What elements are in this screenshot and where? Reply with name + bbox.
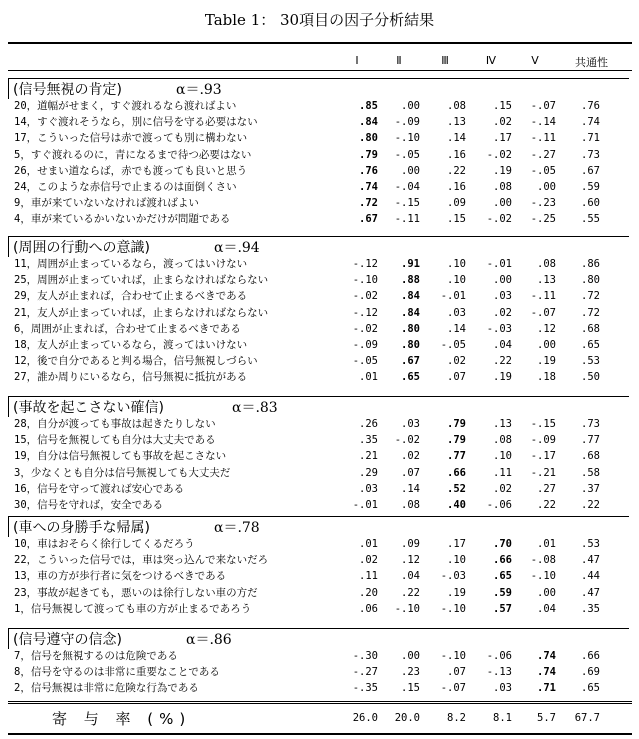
column-header: Ⅴ — [531, 54, 539, 67]
item-text: 14，すぐ渡れそうなら，別に信号を守る必要はない — [14, 116, 258, 129]
loading-value: .10 — [447, 554, 466, 567]
loading-value: .02 — [447, 355, 466, 368]
table-row — [0, 272, 639, 288]
loading-value: -.04 — [394, 181, 420, 193]
loading-value: .80 — [401, 339, 420, 351]
loading-value: .21 — [359, 450, 378, 463]
loading-value: .02 — [359, 554, 378, 567]
communality-value: .72 — [581, 306, 600, 319]
table-row — [0, 369, 639, 385]
column-header: Ⅲ — [441, 54, 449, 67]
communality-value: .58 — [581, 466, 600, 479]
loading-value: .08 — [493, 434, 512, 447]
item-text: 5，すぐ渡れるのに，青になるまで待つ必要はない — [14, 148, 252, 161]
loading-value: .00 — [401, 650, 420, 662]
loading-value: -.21 — [530, 466, 556, 479]
contribution-value: 8.2 — [447, 712, 466, 724]
loading-value: .00 — [401, 164, 420, 177]
loading-value: .22 — [447, 164, 466, 177]
loading-value: .65 — [493, 570, 512, 583]
loading-value: .22 — [401, 586, 420, 599]
table-row — [0, 130, 639, 146]
loading-value: .72 — [359, 197, 378, 210]
communality-value: .73 — [581, 148, 600, 161]
loading-value: .12 — [537, 322, 556, 335]
loading-value: -.02 — [352, 322, 378, 335]
loading-value: .66 — [493, 554, 512, 567]
loading-value: .59 — [493, 586, 512, 599]
loading-value: .08 — [447, 100, 466, 112]
table-row — [0, 601, 639, 617]
item-text: 24，このような赤信号で止まるのは面倒くさい — [14, 181, 237, 193]
loading-value: .04 — [493, 339, 512, 351]
loading-value: .03 — [401, 418, 420, 430]
loading-value: .13 — [493, 418, 512, 430]
loading-value: .15 — [493, 100, 512, 112]
loading-value: .14 — [447, 322, 466, 335]
loading-value: .13 — [537, 274, 556, 287]
loading-value: .00 — [537, 339, 556, 351]
item-text: 28，自分が渡っても事故は起きたりしない — [14, 418, 216, 430]
item-text: 11，周囲が止まっているなら，渡ってはいけない — [14, 258, 248, 270]
loading-value: -.08 — [530, 554, 556, 567]
loading-value: -.27 — [352, 666, 378, 679]
loading-value: .00 — [493, 274, 512, 287]
loading-value: -.03 — [486, 322, 512, 335]
loading-value: .79 — [447, 418, 466, 430]
loading-value: -.30 — [352, 650, 378, 662]
table-row — [0, 179, 639, 195]
factor-title: (周囲の行動への意識) — [13, 240, 150, 256]
item-text: 2，信号無視は非常に危険な行為である — [14, 682, 199, 695]
loading-value: .01 — [359, 371, 378, 384]
loading-value: .07 — [447, 666, 466, 679]
loading-value: .22 — [537, 499, 556, 511]
cronbach-alpha: α＝.94 — [214, 240, 260, 256]
table-caption: Table 1： 30項目の因子分析結果 — [204, 11, 435, 29]
loading-value: -.09 — [530, 434, 556, 447]
loading-value: .74 — [537, 650, 556, 662]
loading-value: .17 — [493, 132, 512, 145]
loading-value: -.14 — [530, 116, 556, 129]
item-text: 6，周囲が止まれば，合わせて止まるべきである — [14, 322, 241, 335]
factor-title: (事故を起こさない確信) — [13, 400, 164, 416]
communality-value: .53 — [581, 538, 600, 550]
loading-value: .15 — [401, 682, 420, 695]
loading-value: .02 — [493, 306, 512, 319]
loading-value: .19 — [493, 164, 512, 177]
loading-value: .79 — [447, 434, 466, 447]
communality-value: .44 — [581, 570, 600, 583]
loading-value: .80 — [359, 132, 378, 145]
item-text: 12，後で自分であると判る場合，信号無視しづらい — [14, 355, 258, 368]
loading-value: .85 — [359, 100, 378, 112]
loading-value: .74 — [359, 181, 378, 193]
communality-value: .60 — [581, 197, 600, 210]
loading-value: -.06 — [486, 650, 512, 662]
loading-value: .09 — [401, 538, 420, 550]
communality-value: .67 — [581, 164, 600, 177]
cronbach-alpha: α＝.78 — [214, 520, 260, 536]
table-row — [0, 195, 639, 211]
table-row — [0, 552, 639, 568]
loading-value: .11 — [359, 570, 378, 583]
loading-value: .19 — [537, 355, 556, 368]
loading-value: -.05 — [530, 164, 556, 177]
loading-value: .12 — [401, 554, 420, 567]
table-row — [0, 353, 639, 369]
communality-value: .80 — [581, 274, 600, 287]
factor-title: (信号無視の肯定) — [13, 82, 122, 98]
loading-value: .71 — [537, 682, 556, 695]
loading-value: .19 — [447, 586, 466, 599]
table-row — [0, 648, 639, 664]
column-header: Ⅳ — [485, 54, 497, 67]
loading-value: .23 — [401, 666, 420, 679]
loading-value: -.01 — [352, 499, 378, 511]
item-text: 25，周囲が止まっていれば，止まらなければならない — [14, 274, 269, 287]
loading-value: .52 — [447, 482, 466, 495]
loading-value: -.11 — [530, 132, 556, 145]
loading-value: -.15 — [530, 418, 556, 430]
loading-value: .07 — [401, 466, 420, 479]
communality-value: .69 — [581, 666, 600, 679]
item-text: 22，こういった信号では，車は突っ込んで来ないだろ — [14, 554, 269, 567]
loading-value: .19 — [493, 371, 512, 384]
communality-value: .65 — [581, 682, 600, 695]
loading-value: -.10 — [394, 602, 420, 615]
loading-value: .03 — [447, 306, 466, 319]
loading-value: .00 — [537, 586, 556, 599]
item-text: 10，車はおそらく徐行してくるだろう — [14, 538, 195, 550]
table-row — [0, 337, 639, 353]
communality-value: .71 — [581, 132, 600, 145]
contribution-value: 67.7 — [574, 712, 600, 724]
loading-value: -.02 — [352, 290, 378, 303]
item-text: 7，信号を無視するのは危険である — [14, 650, 178, 662]
table-row — [0, 448, 639, 464]
loading-value: .67 — [401, 355, 420, 368]
loading-value: .76 — [359, 164, 378, 177]
loading-value: .08 — [537, 258, 556, 270]
loading-value: -.12 — [352, 258, 378, 270]
item-text: 4，車が来ているかいないかだけが問題である — [14, 213, 231, 226]
communality-value: .22 — [581, 499, 600, 511]
loading-value: -.05 — [352, 355, 378, 368]
loading-value: .84 — [359, 116, 378, 129]
item-text: 18，友人が止まっているなら，渡ってはいけない — [14, 339, 248, 351]
loading-value: .84 — [401, 290, 420, 303]
loading-value: -.17 — [530, 450, 556, 463]
contribution-rate-label: 寄 与 率 (%) — [52, 710, 192, 728]
loading-value: .14 — [401, 482, 420, 495]
loading-value: -.06 — [486, 499, 512, 511]
communality-value: .59 — [581, 181, 600, 193]
item-text: 17，こういった信号は赤で渡っても別に構わない — [14, 132, 248, 145]
loading-value: .09 — [447, 197, 466, 210]
table-row — [0, 256, 639, 272]
loading-value: -.15 — [394, 197, 420, 210]
loading-value: .84 — [401, 306, 420, 319]
cronbach-alpha: α＝.86 — [186, 632, 232, 648]
bottom-rule — [8, 733, 632, 735]
item-text: 8，信号を守るのは非常に重要なことである — [14, 666, 220, 679]
loading-value: -.23 — [530, 197, 556, 210]
loading-value: .11 — [493, 466, 512, 479]
item-text: 19，自分は信号無視しても事故を起こさない — [14, 450, 227, 463]
loading-value: -.09 — [394, 116, 420, 129]
loading-value: -.05 — [440, 339, 466, 351]
table-row — [0, 211, 639, 227]
loading-value: .10 — [447, 258, 466, 270]
loading-value: -.10 — [440, 602, 466, 615]
loading-value: .14 — [447, 132, 466, 145]
top-rule — [8, 42, 632, 44]
loading-value: .74 — [537, 666, 556, 679]
loading-value: .91 — [401, 258, 420, 270]
contribution-value: 5.7 — [537, 712, 556, 724]
loading-value: .35 — [359, 434, 378, 447]
loading-value: .67 — [359, 213, 378, 226]
table-row — [0, 497, 639, 513]
loading-value: -.05 — [394, 148, 420, 161]
loading-value: -.12 — [352, 306, 378, 319]
loading-value: .08 — [493, 181, 512, 193]
loading-value: -.10 — [440, 650, 466, 662]
communality-value: .72 — [581, 290, 600, 303]
communality-value: .37 — [581, 482, 600, 495]
item-text: 30，信号を守れば，安全である — [14, 499, 164, 511]
loading-value: .03 — [359, 482, 378, 495]
table-row — [0, 288, 639, 304]
loading-value: -.10 — [352, 274, 378, 287]
item-text: 23，事故が起きても，悪いのは徐行しない車の方だ — [14, 586, 258, 599]
loading-value: .79 — [359, 148, 378, 161]
loading-value: .07 — [447, 371, 466, 384]
loading-value: .10 — [447, 274, 466, 287]
loading-value: .15 — [447, 213, 466, 226]
loading-value: -.10 — [530, 570, 556, 583]
loading-value: -.13 — [486, 666, 512, 679]
loading-value: -.03 — [440, 570, 466, 583]
communality-value: .73 — [581, 418, 600, 430]
loading-value: .66 — [447, 466, 466, 479]
loading-value: .03 — [493, 682, 512, 695]
communality-value: .65 — [581, 339, 600, 351]
loading-value: -.02 — [486, 148, 512, 161]
loading-value: .04 — [401, 570, 420, 583]
item-text: 1，信号無視して渡っても車の方が止まるであろう — [14, 602, 252, 615]
column-header: 共通性 — [575, 56, 608, 69]
loading-value: .02 — [493, 482, 512, 495]
loading-value: .10 — [493, 450, 512, 463]
loading-value: .01 — [537, 538, 556, 550]
communality-value: .74 — [581, 116, 600, 129]
loading-value: .16 — [447, 148, 466, 161]
contribution-value: 26.0 — [352, 712, 378, 724]
loading-value: .70 — [493, 538, 512, 550]
communality-value: .66 — [581, 650, 600, 662]
table-row — [0, 680, 639, 696]
loading-value: .06 — [359, 602, 378, 615]
loading-value: .02 — [493, 116, 512, 129]
cronbach-alpha: α＝.83 — [232, 400, 278, 416]
loading-value: -.01 — [486, 258, 512, 270]
loading-value: .65 — [401, 371, 420, 384]
item-text: 27，誰か周りにいるなら，信号無視に抵抗がある — [14, 371, 248, 384]
item-text: 9，車が来ていないなければ渡ればよい — [14, 197, 199, 210]
item-text: 21，友人が止まっていれば，止まらなければならない — [14, 306, 269, 319]
loading-value: -.01 — [440, 290, 466, 303]
contribution-value: 8.1 — [493, 712, 512, 724]
communality-value: .53 — [581, 355, 600, 368]
loading-value: .27 — [537, 482, 556, 495]
communality-value: .50 — [581, 371, 600, 384]
table-row — [0, 568, 639, 584]
loading-value: .77 — [447, 450, 466, 463]
communality-value: .77 — [581, 434, 600, 447]
loading-value: .17 — [447, 538, 466, 550]
header-rule — [8, 70, 632, 71]
loading-value: -.35 — [352, 682, 378, 695]
table-row — [0, 465, 639, 481]
loading-value: .08 — [401, 499, 420, 511]
communality-value: .68 — [581, 322, 600, 335]
loading-value: -.02 — [486, 213, 512, 226]
table-row — [0, 114, 639, 130]
table-row — [0, 305, 639, 321]
item-text: 26，せまい道ならば，赤でも渡っても良いと思う — [14, 164, 248, 177]
table-row — [0, 416, 639, 432]
loading-value: -.25 — [530, 213, 556, 226]
item-text: 15，信号を無視しても自分は大丈夫である — [14, 434, 216, 447]
loading-value: .00 — [537, 181, 556, 193]
loading-value: -.27 — [530, 148, 556, 161]
loading-value: .20 — [359, 586, 378, 599]
communality-value: .47 — [581, 554, 600, 567]
table-row — [0, 585, 639, 601]
communality-value: .35 — [581, 602, 600, 615]
item-text: 20，道幅がせまく，すぐ渡れるなら渡ればよい — [14, 100, 237, 112]
loading-value: .18 — [537, 371, 556, 384]
loading-value: .57 — [493, 602, 512, 615]
loading-value: -.11 — [394, 213, 420, 226]
item-text: 3，少なくとも自分は信号無視しても大丈夫だ — [14, 466, 231, 479]
loading-value: -.10 — [394, 132, 420, 145]
loading-value: .88 — [401, 274, 420, 287]
item-text: 29，友人が止まれば，合わせて止まるべきである — [14, 290, 248, 303]
loading-value: .00 — [493, 197, 512, 210]
loading-value: .29 — [359, 466, 378, 479]
loading-value: .22 — [493, 355, 512, 368]
cronbach-alpha: α＝.93 — [176, 82, 222, 98]
communality-value: .68 — [581, 450, 600, 463]
factor-title: (信号遵守の信念) — [13, 632, 122, 648]
column-header: Ⅱ — [396, 54, 402, 67]
communality-value: .76 — [581, 100, 600, 112]
table-row — [0, 432, 639, 448]
loading-value: .16 — [447, 181, 466, 193]
table-row — [0, 98, 639, 114]
contribution-value: 20.0 — [394, 712, 420, 724]
loading-value: .80 — [401, 322, 420, 335]
factor-title: (車への身勝手な帰属) — [13, 520, 150, 536]
communality-value: .47 — [581, 586, 600, 599]
loading-value: .01 — [359, 538, 378, 550]
loading-value: .13 — [447, 116, 466, 129]
communality-value: .86 — [581, 258, 600, 270]
loading-value: .04 — [537, 602, 556, 615]
table-row — [0, 481, 639, 497]
loading-value: .40 — [447, 499, 466, 511]
table-row — [0, 536, 639, 552]
communality-value: .55 — [581, 213, 600, 226]
loading-value: -.07 — [530, 100, 556, 112]
loading-value: .03 — [493, 290, 512, 303]
column-header: Ⅰ — [355, 54, 359, 67]
table-row — [0, 163, 639, 179]
table-row — [0, 321, 639, 337]
loading-value: -.09 — [352, 339, 378, 351]
footer-rule — [8, 701, 632, 704]
loading-value: .26 — [359, 418, 378, 430]
loading-value: .00 — [401, 100, 420, 112]
item-text: 16，信号を守って渡れば安心である — [14, 482, 185, 495]
loading-value: -.02 — [394, 434, 420, 447]
item-text: 13，車の方が歩行者に気をつけるべきである — [14, 570, 227, 583]
table-row — [0, 147, 639, 163]
loading-value: -.07 — [440, 682, 466, 695]
loading-value: .02 — [401, 450, 420, 463]
loading-value: -.07 — [530, 306, 556, 319]
table-row — [0, 664, 639, 680]
loading-value: -.11 — [530, 290, 556, 303]
